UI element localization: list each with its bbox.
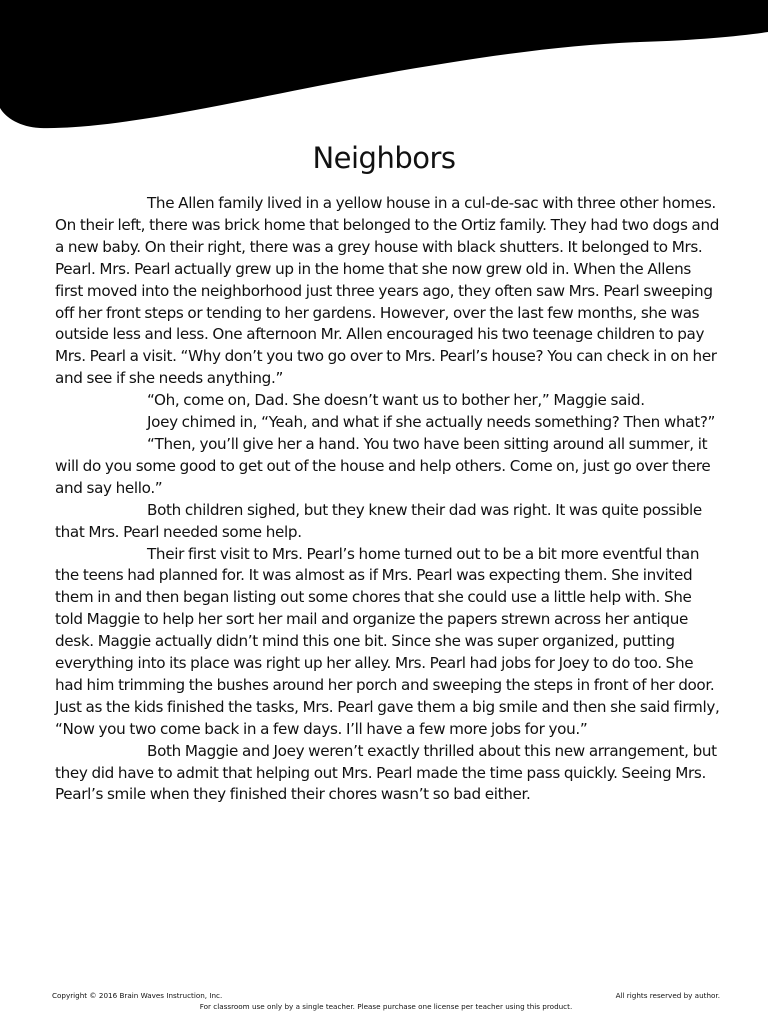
story-paragraph: “Then, you’ll give her a hand. You two have been sitting around all summer, it will do you some good to get out of the house and help others. Come on, just go over there and say hello.” xyxy=(55,434,711,497)
rights-notice: All rights reserved by author. xyxy=(615,991,720,1000)
header-wave-banner xyxy=(0,0,768,140)
story-paragraph: Both Maggie and Joey weren’t exactly thrilled about this new arrangement, but they did have to admit that helping out Mrs. Pearl made the time pass quickly. Seeing Mrs. Pearl’s smile when they finished their chores wasn’t so bad either. xyxy=(55,741,717,804)
story-body xyxy=(55,193,720,806)
license-notice: For classroom use only by a single teacher. Please purchase one license per teacher using this product. xyxy=(199,1002,573,1011)
copyright-notice: Copyright © 2016 Brain Waves Instruction, Inc. xyxy=(52,991,223,1000)
story-paragraph: Both children sighed, but they knew their dad was right. It was quite possible that Mrs. Pearl needed some help. xyxy=(55,500,702,541)
story-paragraph: “Oh, come on, Dad. She doesn’t want us to bother her,” Maggie said. xyxy=(147,391,645,410)
story-paragraph: The Allen family lived in a yellow house in a cul-de-sac with three other homes. On their left, there was brick home that belonged to the Ortiz family. They had two dogs and a new baby. On their right, there was a grey house with black shutters. It belonged to Mrs. Pearl. Mrs. Pearl actually grew up in the home that she now grew old in. When the Allens first moved into the neighborhood just three years ago, they often saw Mrs. Pearl sweeping off her front steps or tending to her gardens. However, over the last few months, she was outside less and less. One afternoon Mr. Allen encouraged his two teenage children to pay Mrs. Pearl a visit. “Why don’t you two go over to Mrs. Pearl’s house? You can check in on her and see if she needs anything.” xyxy=(55,194,720,388)
page-title: Neighbors xyxy=(312,141,456,175)
story-paragraph: Joey chimed in, “Yeah, and what if she actually needs something? Then what?” xyxy=(147,413,716,432)
footer-top-row xyxy=(52,990,720,1001)
story-paragraph: Their first visit to Mrs. Pearl’s home turned out to be a bit more eventful than the teens had planned for. It was almost as if Mrs. Pearl was expecting them. She invited them in and then began listing out some chores that she could use a little help with. She told Maggie to help her sort her mail and organize the papers strewn across her antique desk. Maggie actually didn’t mind this one bit. Since she was super organized, putting everything into its place was right up her alley. Mrs. Pearl had jobs for Joey to do too. She had him trimming the bushes around her porch and sweeping the steps in front of her door. Just as the kids finished the tasks, Mrs. Pearl gave them a big smile and then she said firmly, “Now you two come back in a few days. I’ll have a few more jobs for you.” xyxy=(55,544,720,738)
